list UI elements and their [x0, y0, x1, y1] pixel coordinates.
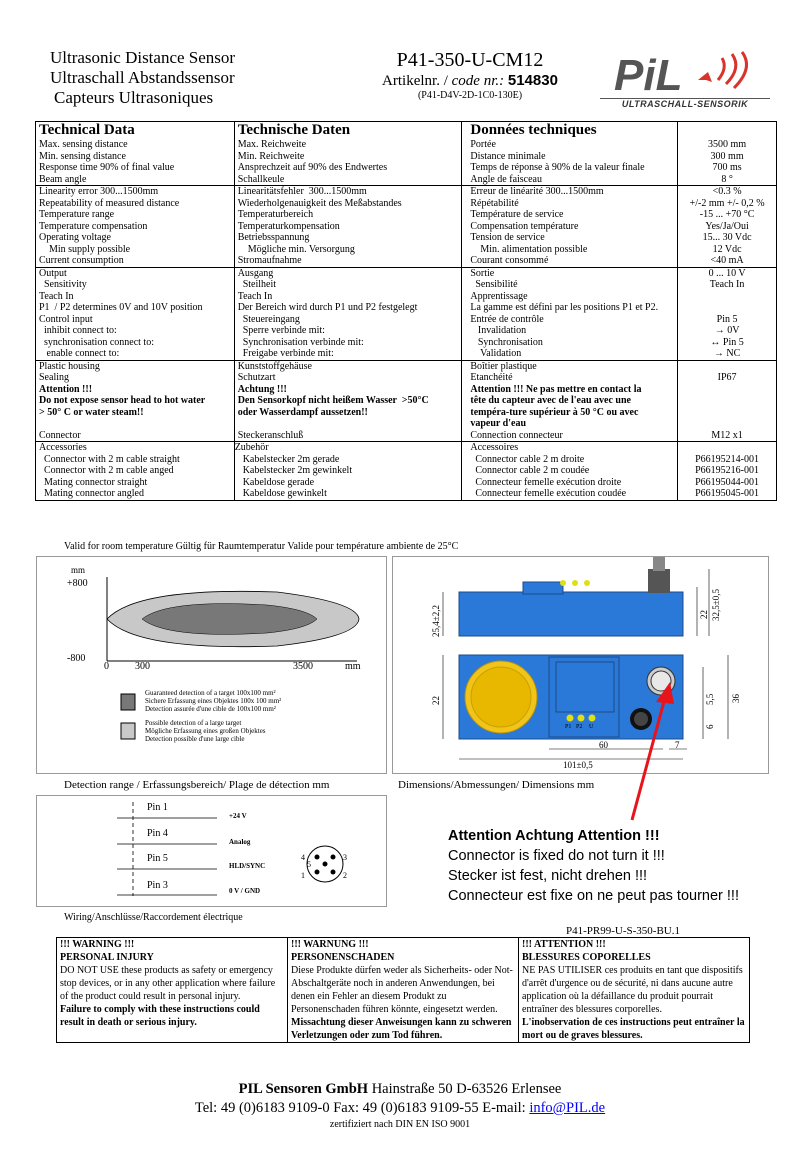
- spec-cell: synchronisation connect to:: [36, 337, 235, 349]
- spec-row: [36, 174, 777, 186]
- warning-table: [56, 937, 750, 1043]
- spec-header-row: [36, 122, 777, 140]
- spec-cell: Distance minimale: [462, 151, 678, 163]
- spec-cell: P1 / P2 determines 0V and 10V position: [36, 302, 235, 314]
- dimensions-caption: Dimensions/Abmessungen/ Dimensions mm: [398, 779, 595, 791]
- spec-cell: Beam angle: [36, 174, 235, 186]
- spec-cell: Max. Reichweite: [234, 139, 462, 151]
- title-block: [50, 48, 235, 108]
- spec-row: [36, 477, 777, 489]
- dim-25: 25,4±2,2: [431, 605, 441, 637]
- logo-text: PiL: [614, 51, 683, 100]
- variant-code: (P41-D4V-2D-1C0-130E): [417, 90, 523, 101]
- spec-cell: tempéra-ture supérieur à 50 °C ou avec: [462, 407, 678, 419]
- spec-cell: [678, 395, 777, 407]
- wiring-box: [36, 795, 387, 907]
- spec-cell: Schallkeule: [234, 174, 462, 186]
- spec-cell: [678, 302, 777, 314]
- spec-cell: Plastic housing: [36, 360, 235, 372]
- article-line: [360, 72, 580, 90]
- spec-cell: Den Sensorkopf nicht heißem Wasser >50°C: [234, 395, 462, 407]
- spec-cell: Teach In: [234, 291, 462, 303]
- spec-cell: P66195045-001: [678, 488, 777, 500]
- spec-cell: oder Wasserdampf aussetzen!!: [234, 407, 462, 419]
- spec-cell: Temperature range: [36, 209, 235, 221]
- attention-title: Attention Achtung Attention !!!: [448, 828, 660, 844]
- pin-4-label: Analog: [229, 838, 251, 846]
- spec-cell: Mating connector straight: [36, 477, 235, 489]
- pin-3-label: 0 V / GND: [229, 887, 261, 895]
- warning-fr: !!! ATTENTION !!! BLESSURES COPORELLES NE PAS UTILISER ces produits en tant que dispositifs d'arrêt d'urgence ou de sécurité, ni dans aucune autre application où la défaillance du produit pourrait entraîner des blessures corporelles. L'inobservation de ces instructions peut entraîner la mort ou de graves blessures.: [519, 938, 750, 1043]
- spec-cell: Sensitivity: [36, 279, 235, 291]
- spec-cell: P66195216-001: [678, 465, 777, 477]
- spec-cell: [678, 384, 777, 396]
- spec-cell: Sealing: [36, 372, 235, 384]
- spec-cell: Response time 90% of final value: [36, 162, 235, 174]
- pin-1-label: +24 V: [229, 812, 247, 820]
- spec-cell: Der Bereich wird durch P1 und P2 festgelegt: [234, 302, 462, 314]
- spec-cell: [678, 291, 777, 303]
- spec-row: [36, 430, 777, 442]
- spec-cell: Kabeldose gewinkelt: [234, 488, 462, 500]
- spec-cell: Attention !!! Ne pas mettre en contact la: [462, 384, 678, 396]
- spec-cell: Apprentissage: [462, 291, 678, 303]
- spec-cell: Temperature compensation: [36, 221, 235, 233]
- spec-cell: Linearity error 300...1500mm: [36, 186, 235, 198]
- pil-logo: [600, 50, 770, 114]
- spec-row: [36, 454, 777, 466]
- spec-cell: [234, 418, 462, 430]
- wiring-caption: Wiring/Anschlüsse/Raccordement électrique: [64, 912, 243, 923]
- spec-cell: [36, 418, 235, 430]
- spec-cell: Portée: [462, 139, 678, 151]
- dimensions-box: [392, 556, 769, 774]
- spec-cell: Steilheit: [234, 279, 462, 291]
- spec-cell: Kunststoffgehäuse: [234, 360, 462, 372]
- spec-row: [36, 209, 777, 221]
- code-label: code nr.:: [451, 73, 505, 89]
- spec-table: [35, 121, 777, 501]
- dim-36: 36: [731, 694, 741, 703]
- spec-cell: Erreur de linéarité 300...1500mm: [462, 186, 678, 198]
- title-de: Ultraschall Abstandssensor: [50, 68, 235, 87]
- spec-cell: 700 ms: [678, 162, 777, 174]
- spec-cell: [678, 360, 777, 372]
- spec-cell: Tension de service: [462, 232, 678, 244]
- attention-de: Stecker ist fest, nicht drehen !!!: [448, 868, 648, 884]
- spec-cell: Temperaturbereich: [234, 209, 462, 221]
- spec-row: [36, 162, 777, 174]
- x-tick-0: 0: [104, 661, 109, 672]
- spec-cell: Ansprechzeit auf 90% des Endwertes: [234, 162, 462, 174]
- spec-cell: Connector cable 2 m droite: [462, 454, 678, 466]
- part-number: P41-350-U-CM12: [396, 49, 544, 71]
- spec-cell: Validation: [462, 348, 678, 360]
- conn-num-1: 1: [301, 871, 305, 880]
- spec-cell: Temps de réponse à 90% de la valeur finale: [462, 162, 678, 174]
- spec-cell: Betriebsspannung: [234, 232, 462, 244]
- dim-60: 60: [599, 740, 608, 750]
- spec-cell: Attention !!!: [36, 384, 235, 396]
- spec-row: [36, 198, 777, 210]
- spec-cell: Schutzart: [234, 372, 462, 384]
- dim-6: 6: [705, 724, 715, 729]
- dim-32: 32,5±0,5: [711, 589, 721, 621]
- spec-row: [36, 325, 777, 337]
- spec-cell: Connector: [36, 430, 235, 442]
- spec-row: [36, 488, 777, 500]
- spec-cell: Mating connector angled: [36, 488, 235, 500]
- x-tick-3500: 3500: [293, 661, 313, 672]
- pin-3: Pin 3: [147, 880, 168, 891]
- y-label-bottom: -800: [67, 653, 86, 664]
- led-label-p1: P1: [565, 724, 572, 730]
- spec-cell: Entrée de contrôle: [462, 314, 678, 326]
- y-label-top: +800: [67, 578, 88, 589]
- spec-cell: Teach In: [678, 279, 777, 291]
- spec-cell: Etanchéité: [462, 372, 678, 384]
- spec-cell: Temperaturkompensation: [234, 221, 462, 233]
- spec-cell: Min. alimentation possible: [462, 244, 678, 256]
- spec-cell: Teach In: [36, 291, 235, 303]
- footer-contact: Tel: 49 (0)6183 9109-0 Fax: 49 (0)6183 9109-55 E-mail: info@PIL.de: [194, 1100, 606, 1116]
- spec-cell: <0.3 %: [678, 186, 777, 198]
- spec-cell: Kabelstecker 2m gerade: [234, 454, 462, 466]
- spec-cell: Linearitätsfehler 300...1500mm: [234, 186, 462, 198]
- spec-cell: Repeatability of measured distance: [36, 198, 235, 210]
- spec-cell: Min supply possible: [36, 244, 235, 256]
- spec-row: [36, 291, 777, 303]
- led-label-u: U: [589, 724, 594, 730]
- connector-attention: [448, 826, 739, 906]
- spec-cell: Connecteur femelle exécution coudée: [462, 488, 678, 500]
- dim-22-side: 22: [699, 610, 709, 619]
- spec-header-1: Technische Daten: [234, 122, 462, 140]
- spec-cell: Sensibilité: [462, 279, 678, 291]
- spec-row: [36, 267, 777, 279]
- spec-cell: 3500 mm: [678, 139, 777, 151]
- spec-cell: ↔ Pin 5: [678, 337, 777, 349]
- spec-cell: Output: [36, 267, 235, 279]
- spec-row: [36, 232, 777, 244]
- legend-possible: Possible detection of a large target Mögliche Erfassung eines großen Objektes Detection possible d'une large cible: [145, 719, 266, 743]
- conn-num-4: 4: [301, 853, 305, 862]
- spec-cell: Sperre verbinde mit:: [234, 325, 462, 337]
- spec-row: [36, 255, 777, 267]
- spec-cell: Pin 5: [678, 314, 777, 326]
- spec-cell: Steuereingang: [234, 314, 462, 326]
- spec-cell: Control input: [36, 314, 235, 326]
- spec-cell: Compensation température: [462, 221, 678, 233]
- detection-range-box: [36, 556, 387, 774]
- spec-cell: Wiederholgenauigkeit des Meßabstandes: [234, 198, 462, 210]
- spec-row: [36, 314, 777, 326]
- spec-cell: inhibit connect to:: [36, 325, 235, 337]
- spec-cell: > 50° C or water steam!!: [36, 407, 235, 419]
- conn-num-2: 2: [343, 871, 347, 880]
- x-unit: mm: [345, 661, 361, 672]
- spec-row: [36, 360, 777, 372]
- led-label-p2: P2: [576, 724, 583, 730]
- spec-cell: Courant consommé: [462, 255, 678, 267]
- spec-cell: La gamme est défini par les positions P1 et P2.: [462, 302, 678, 314]
- spec-cell: Accessoires: [462, 442, 678, 454]
- spec-cell: <40 mA: [678, 255, 777, 267]
- spec-cell: Sortie: [462, 267, 678, 279]
- spec-cell: tête du capteur avec de l'eau avec une: [462, 395, 678, 407]
- spec-cell: Synchronisation verbinde mit:: [234, 337, 462, 349]
- spec-row: [36, 465, 777, 477]
- spec-cell: Current consumption: [36, 255, 235, 267]
- spec-row: [36, 418, 777, 430]
- attention-en: Connector is fixed do not turn it !!!: [448, 848, 665, 864]
- footer-company: PIL Sensoren GmbH Hainstraße 50 D-63526 Erlensee: [238, 1081, 562, 1097]
- part-block: [360, 48, 580, 101]
- dim-22-front: 22: [431, 696, 441, 705]
- dim-101: 101±0,5: [563, 760, 593, 770]
- spec-cell: IP67: [678, 372, 777, 384]
- pin-4: Pin 4: [147, 828, 168, 839]
- spec-cell: Achtung !!!: [234, 384, 462, 396]
- spec-cell: → 0V: [678, 325, 777, 337]
- spec-cell: Kabeldose gerade: [234, 477, 462, 489]
- dim-7: 7: [675, 740, 680, 750]
- attention-fr: Connecteur est fixe on ne peut pas tourner !!!: [448, 888, 739, 904]
- spec-cell: 12 Vdc: [678, 244, 777, 256]
- spec-cell: Mögliche min. Versorgung: [234, 244, 462, 256]
- spec-cell: Température de service: [462, 209, 678, 221]
- pin-5: Pin 5: [147, 853, 168, 864]
- x-tick-300: 300: [135, 661, 150, 672]
- conn-num-3: 3: [343, 853, 347, 862]
- footer-cert: zertifiziert nach DIN EN ISO 9001: [329, 1119, 471, 1130]
- spec-cell: M12 x1: [678, 430, 777, 442]
- artikel-label: Artikelnr. /: [382, 73, 452, 89]
- spec-cell: Freigabe verbinde mit:: [234, 348, 462, 360]
- legend-guaranteed: Guaranteed detection of a target 100x100 mm² Sichere Erfassung eines Objektes 100x 100 mm² Detection assurée d'une cible de 100x100 mm²: [145, 689, 282, 713]
- spec-cell: -15 ... +70 °C: [678, 209, 777, 221]
- spec-cell: Min. Reichweite: [234, 151, 462, 163]
- spec-row: [36, 372, 777, 384]
- spec-cell: [678, 442, 777, 454]
- spec-cell: Invalidation: [462, 325, 678, 337]
- spec-cell: 0 ... 10 V: [678, 267, 777, 279]
- spec-cell: Ausgang: [234, 267, 462, 279]
- spec-header-2: Données techniques: [462, 122, 678, 140]
- title-fr: Capteurs Ultrasoniques: [54, 88, 214, 107]
- spec-row: [36, 337, 777, 349]
- detection-unit: mm: [71, 565, 86, 575]
- spec-cell: Do not expose sensor head to hot water: [36, 395, 235, 407]
- logo-subtitle: ULTRASCHALL-SENSORIK: [600, 98, 770, 109]
- spec-row: [36, 395, 777, 407]
- spec-cell: Angle de faisceau: [462, 174, 678, 186]
- spec-cell: Operating voltage: [36, 232, 235, 244]
- spec-cell: Boîtier plastique: [462, 360, 678, 372]
- wiring-drawing: [37, 796, 386, 906]
- spec-cell: P66195044-001: [678, 477, 777, 489]
- spec-cell: Synchronisation: [462, 337, 678, 349]
- pin-5-label: HLD/SYNC: [229, 862, 266, 870]
- warning-en: !!! WARNING !!! PERSONAL INJURY DO NOT USE these products as safety or emergency stop devices, or in any other application where failure of the product could result in personal injury. Failure to comply with these instructions could result in death or serious injury.: [57, 938, 288, 1043]
- spec-cell: Connector with 2 m cable anged: [36, 465, 235, 477]
- guaranteed-zone: [142, 604, 317, 635]
- warning-de: !!! WARNUNG !!! PERSONENSCHADEN Diese Produkte dürfen weder als Sicherheits- oder Not-Abschaltgeräte noch in anderen Anwendungen, bei denen ein Fehler an diesem Produkt zu Personenschaden führen könnte, eingesetzt werden. Missachtung dieser Anweisungen kann zu schweren Verletzungen oder zum Tod führen.: [288, 938, 519, 1043]
- spec-row: [36, 139, 777, 151]
- conn-num-5: 5: [307, 860, 311, 869]
- document-id: P41-PR99-U-S-350-BU.1: [566, 925, 680, 937]
- spec-cell: Connecteur femelle exécution droite: [462, 477, 678, 489]
- email-link[interactable]: info@PIL.de: [529, 1100, 606, 1116]
- spec-row: [36, 384, 777, 396]
- code-value: 514830: [507, 72, 558, 89]
- spec-cell: [678, 407, 777, 419]
- spec-row: [36, 151, 777, 163]
- spec-cell: Accessories: [36, 442, 235, 454]
- spec-cell: Steckeranschluß: [234, 430, 462, 442]
- spec-cell: Min. sensing distance: [36, 151, 235, 163]
- spec-cell: Max. sensing distance: [36, 139, 235, 151]
- spec-cell: Connection connecteur: [462, 430, 678, 442]
- pin-1: Pin 1: [147, 802, 168, 813]
- spec-row: [36, 302, 777, 314]
- temperature-note: Valid for room temperature Gültig für Raumtemperatur Valide pour température ambiente de 25°C: [64, 541, 459, 552]
- spec-row: [36, 442, 777, 454]
- spec-cell: Yes/Ja/Oui: [678, 221, 777, 233]
- spec-cell: 8 °: [678, 174, 777, 186]
- spec-cell: enable connect to:: [36, 348, 235, 360]
- spec-row: [36, 221, 777, 233]
- spec-row: [36, 348, 777, 360]
- spec-row: [36, 186, 777, 198]
- spec-cell: → NC: [678, 348, 777, 360]
- spec-cell: 15... 30 Vdc: [678, 232, 777, 244]
- spec-cell: Stromaufnahme: [234, 255, 462, 267]
- spec-cell: P66195214-001: [678, 454, 777, 466]
- spec-row: [36, 279, 777, 291]
- spec-cell: Kabelstecker 2m gewinkelt: [234, 465, 462, 477]
- spec-cell: Connector with 2 m cable straight: [36, 454, 235, 466]
- spec-header-0: Technical Data: [36, 122, 235, 140]
- spec-cell: [678, 418, 777, 430]
- spec-row: [36, 244, 777, 256]
- spec-cell: +/-2 mm +/- 0,2 %: [678, 198, 777, 210]
- spec-cell: Zubehör: [234, 442, 462, 454]
- spec-cell: vapeur d'eau: [462, 418, 678, 430]
- detection-caption: Detection range / Erfassungsbereich/ Plage de détection mm: [64, 779, 330, 791]
- spec-cell: Répétabilité: [462, 198, 678, 210]
- spec-cell: 300 mm: [678, 151, 777, 163]
- dim-5-5: 5,5: [705, 693, 715, 705]
- arrow-icon: [620, 680, 680, 825]
- spec-cell: Connector cable 2 m coudée: [462, 465, 678, 477]
- title-en: Ultrasonic Distance Sensor: [50, 48, 236, 67]
- spec-row: [36, 407, 777, 419]
